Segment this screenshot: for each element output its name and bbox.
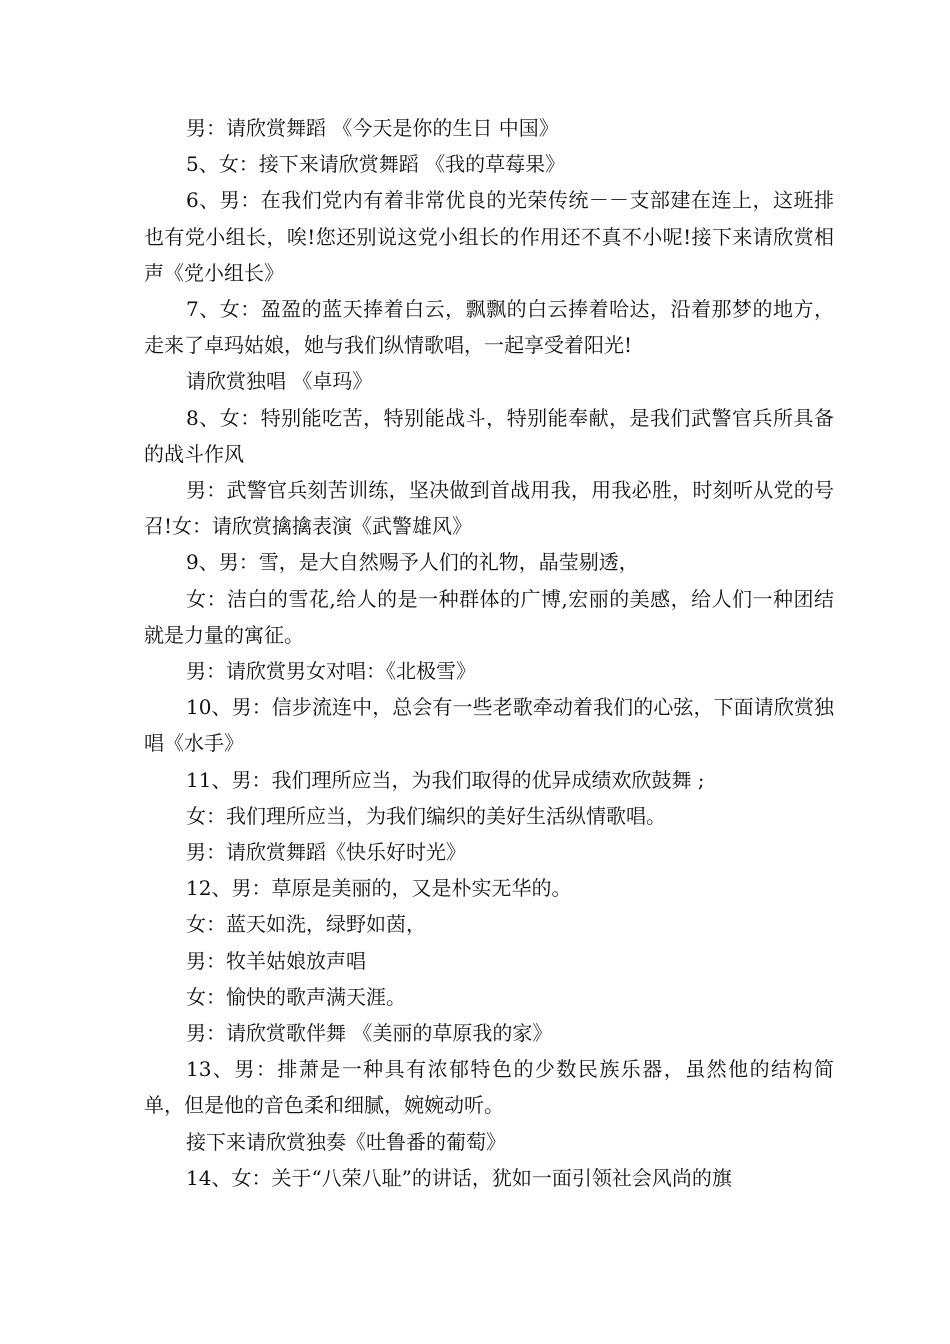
paragraph: 请欣赏独唱 《卓玛》 bbox=[186, 369, 373, 394]
paragraph: 男：武警官兵刻苦训练，坚决做到首战用我，用我必胜，时刻听从党的号召!女：请欣赏擒擒表演《武警雄风》 bbox=[144, 478, 834, 539]
paragraph: 男：请欣赏歌伴舞 《美丽的草原我的家》 bbox=[186, 1021, 553, 1046]
paragraph: 男：请欣赏舞蹈《快乐好时光》 bbox=[186, 840, 466, 865]
paragraph: 7、女：盈盈的蓝天捧着白云，飘飘的白云捧着哈达，沿着那梦的地方，走来了卓玛姑娘，她与我们纵情歌唱，一起享受着阳光! bbox=[144, 297, 834, 358]
paragraph: 女：蓝天如洗，绿野如茵， bbox=[186, 912, 426, 937]
paragraph: 11、男：我们理所应当，为我们取得的优异成绩欢欣鼓舞 ; bbox=[186, 767, 705, 792]
paragraph: 男：请欣赏男女对唱：《北极雪》 bbox=[186, 659, 476, 684]
paragraph: 女：愉快的歌声满天涯。 bbox=[186, 984, 406, 1009]
paragraph: 男：牧羊姑娘放声唱 bbox=[186, 948, 366, 973]
paragraph: 6、男：在我们党内有着非常优良的光荣传统－－支部建在连上，这班排也有党小组长，唉!您还别说这党小组长的作用还不真不小呢!接下来请欣赏相声《党小组长》 bbox=[144, 188, 834, 285]
paragraph: 接下来请欣赏独奏《吐鲁番的葡萄》 bbox=[186, 1129, 506, 1154]
paragraph: 14、女：关于“八荣八耻”的讲话，犹如一面引领社会风尚的旗 bbox=[186, 1165, 732, 1190]
paragraph: 10、男：信步流连中，总会有一些老歌牵动着我们的心弦，下面请欣赏独唱《水手》 bbox=[144, 695, 834, 756]
paragraph: 女：我们理所应当，为我们编织的美好生活纵情歌唱。 bbox=[186, 803, 666, 828]
paragraph: 5、女：接下来请欣赏舞蹈 《我的草莓果》 bbox=[186, 152, 566, 177]
paragraph: 13、男：排萧是一种具有浓郁特色的少数民族乐器，虽然他的结构简 单，但是他的音色柔和细腻，婉婉动听。 bbox=[144, 1057, 834, 1118]
paragraph: 8、女：特别能吃苦，特别能战斗，特别能奉献，是我们武警官兵所具备的战斗作风 bbox=[144, 405, 834, 466]
paragraph: 9、男：雪，是大自然赐予人们的礼物，晶莹剔透， bbox=[186, 550, 639, 575]
paragraph: 女：洁白的雪花,给人的是一种群体的广博,宏丽的美感，给人们一种团结就是力量的寓征。 bbox=[144, 586, 834, 647]
paragraph: 男：请欣赏舞蹈 《今天是你的生日 中国》 bbox=[186, 116, 559, 140]
paragraph: 12、男：草原是美丽的，又是朴实无华的。 bbox=[186, 876, 572, 901]
document-body bbox=[144, 110, 834, 1196]
